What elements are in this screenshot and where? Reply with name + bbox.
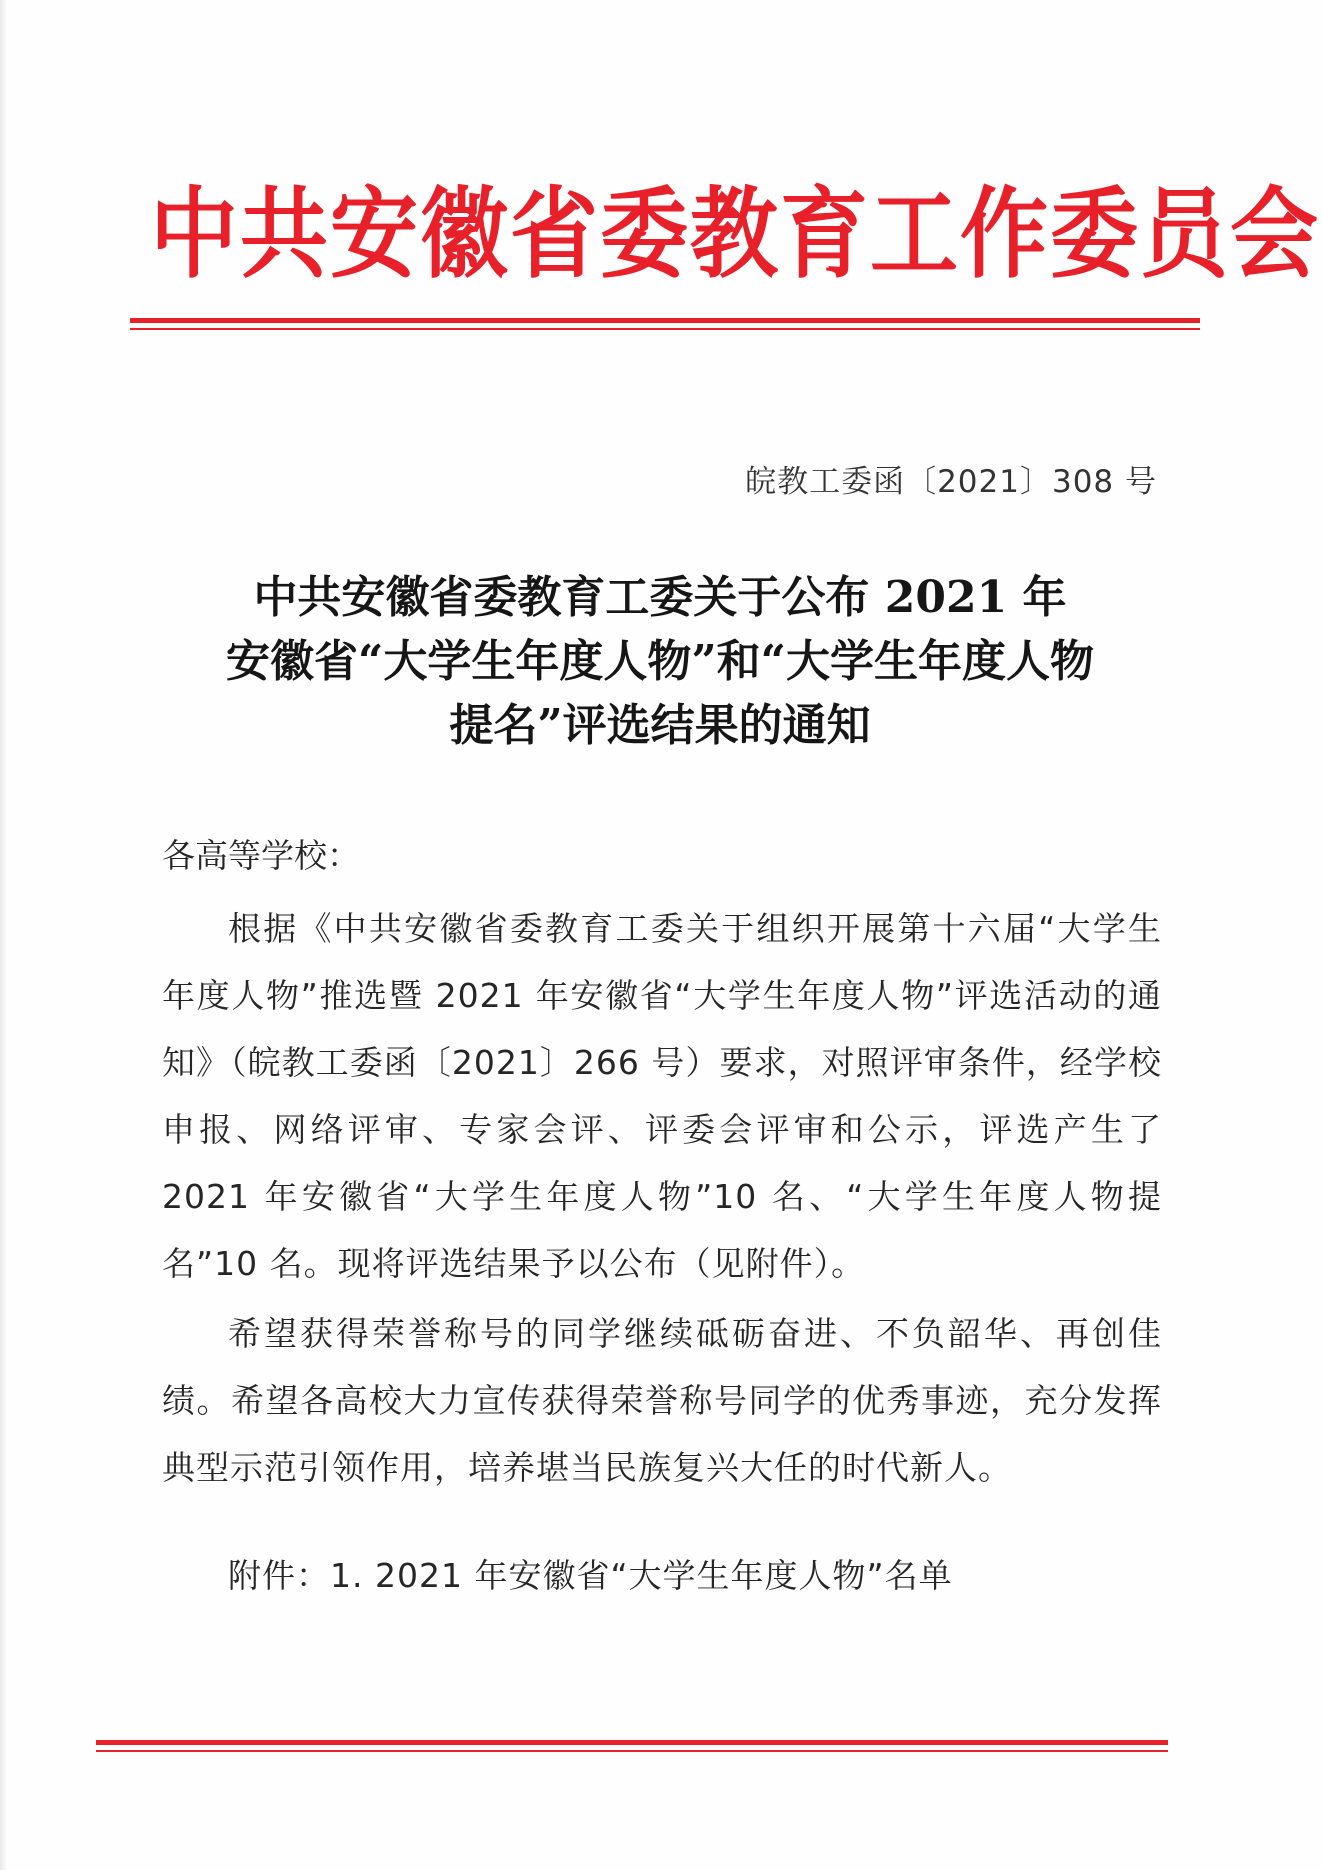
masthead-title: 中共安徽省委教育工作委员会 [150, 176, 1321, 292]
document-title-line: 安徽省“大学生年度人物”和“大学生年度人物 [226, 636, 1094, 687]
body-paragraph: 根据《中共安徽省委教育工委关于组织开展第十六届“大学生年度人物”推选暨 2021 年安徽省“大学生年度人物”评选活动的通知》（皖教工委函〔2021〕266 号）要求，对照评审条件，经学校申报、网络评审、专家会评、评委会评审和公示，评选产生了 2021 年安徽省“大学生年度人物”10 名、“大学生年度人物提名”10 名。现将评选结果予以公布（见附件）。 [162, 909, 1162, 1283]
scan-edge [0, 0, 6, 1870]
document-title [160, 566, 1160, 758]
body-paragraph: 希望获得荣誉称号的同学继续砥砺奋进、不负韶华、再创佳绩。希望各高校大力宣传获得荣誉称号同学的优秀事迹，充分发挥典型示范引领作用，培养堪当民族复兴大任的时代新人。 [162, 1314, 1162, 1487]
document-title-line: 提名”评选结果的通知 [449, 700, 871, 751]
masthead-rule-thick [130, 318, 1200, 323]
document-number: 皖教工委函〔2021〕308 号 [745, 464, 1157, 500]
masthead-rule-thin [130, 328, 1200, 330]
attachment-line: 附件：1. 2021 年安徽省“大学生年度人物”名单 [228, 1556, 953, 1595]
footer-rule-thin [96, 1750, 1168, 1752]
document-title-line: 中共安徽省委教育工委关于公布 2021 年 [253, 572, 1067, 623]
addressee: 各高等学校： [162, 836, 360, 875]
footer-rule-thick [96, 1740, 1168, 1745]
